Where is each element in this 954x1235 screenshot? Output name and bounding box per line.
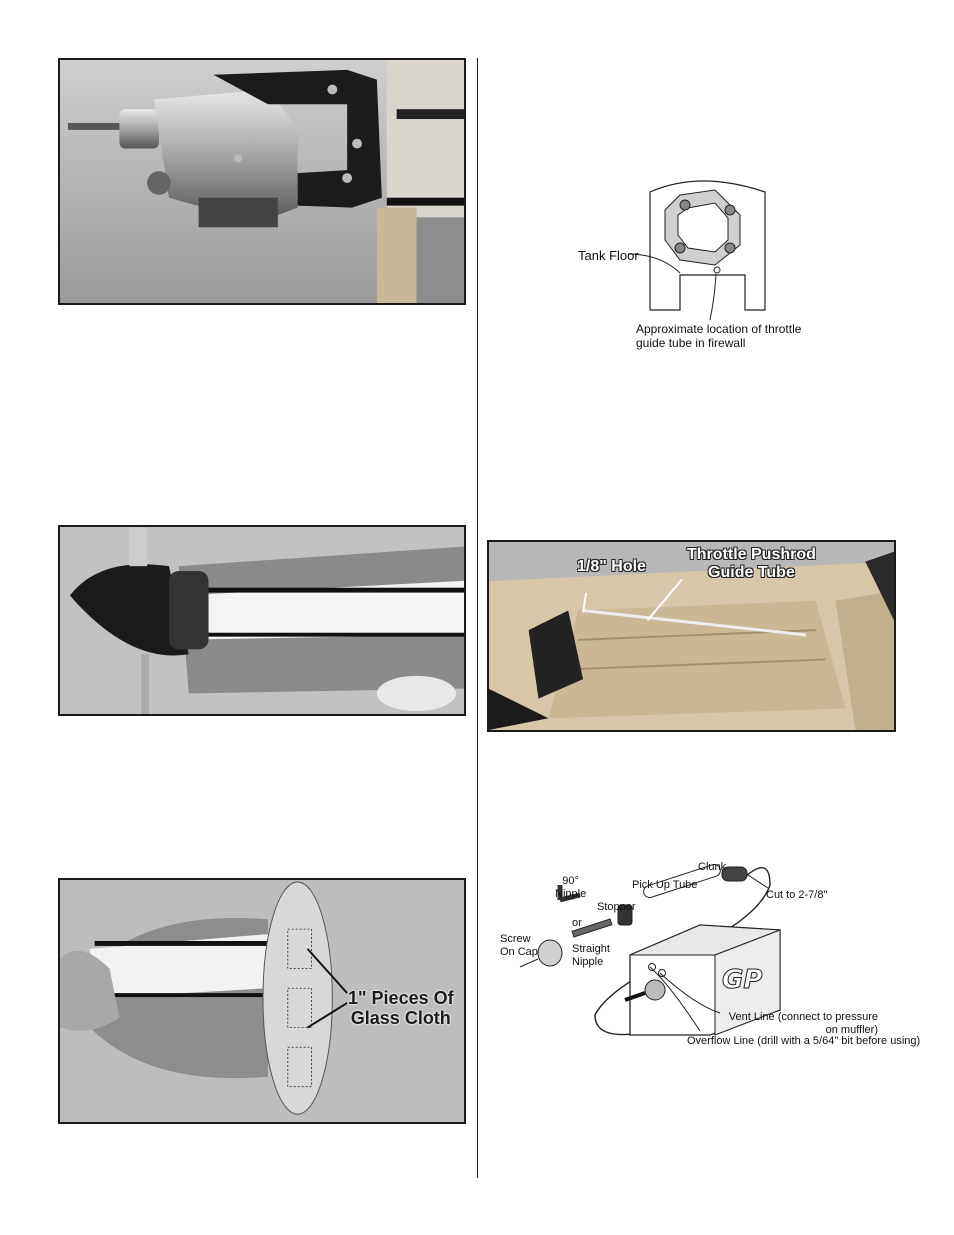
pick-up-tube-label: Pick Up Tube — [632, 879, 698, 891]
fuselage-interior-photo — [487, 540, 896, 732]
clunk-label: Clunk — [698, 861, 727, 873]
or-label: or — [572, 917, 582, 929]
engine-mount-photo — [58, 58, 466, 305]
overflow-line-label: Overflow Line (drill with a 5/64" bit before using) — [687, 1035, 921, 1047]
nipple-90-label: 90° Nipple — [555, 875, 587, 900]
cut-to-label: Cut to 2-7/8" — [766, 889, 828, 901]
throttle-guide-tube-label: Throttle Pushrod Guide Tube — [687, 546, 816, 581]
cowl-glass-cloth-photo — [58, 878, 466, 1124]
firewall-diagram — [570, 170, 870, 360]
straight-nipple-label: Straight Nipple — [572, 943, 610, 968]
tank-logo: GP — [722, 965, 763, 995]
eighth-inch-hole-label: 1/8" Hole — [577, 558, 646, 575]
glass-cloth-label: 1" Pieces Of Glass Cloth — [348, 988, 454, 1028]
column-divider — [477, 58, 478, 1178]
throttle-guide-caption: Approximate location of throttle guide tube in firewall — [636, 322, 802, 350]
screw-cap-label: Screw On Cap — [500, 933, 538, 958]
cowl-installed-photo — [58, 525, 466, 716]
tank-floor-label: Tank Floor — [578, 248, 639, 263]
vent-line-label: Vent Line (connect to pressure on muffler) — [728, 1011, 878, 1036]
stopper-label: Stopper — [597, 901, 636, 913]
fuel-tank-diagram — [500, 855, 921, 1055]
